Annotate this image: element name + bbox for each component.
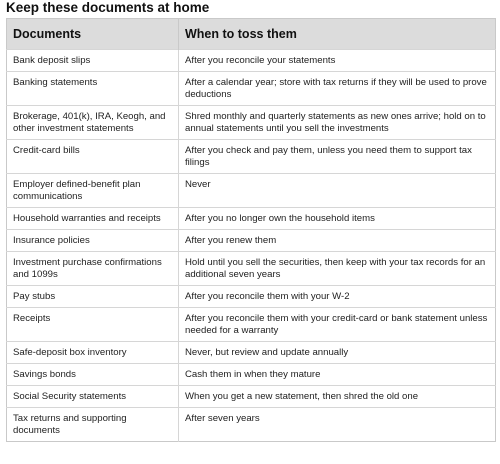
document-cell: Savings bonds [7,364,179,386]
table-header-row [7,19,496,50]
toss-cell: After you reconcile them with your W-2 [179,286,496,308]
toss-cell: After you reconcile them with your credit-card or bank statement unless needed for a warranty [179,308,496,342]
table-row [7,308,496,342]
table-row [7,408,496,442]
document-cell: Household warranties and receipts [7,208,179,230]
column-header-when-to-toss: When to toss them [179,19,496,50]
page [6,0,495,442]
table-row [7,72,496,106]
document-cell: Receipts [7,308,179,342]
table-row [7,208,496,230]
toss-cell: Never [179,174,496,208]
toss-cell: After seven years [179,408,496,442]
toss-cell: Cash them in when they mature [179,364,496,386]
toss-cell: After you renew them [179,230,496,252]
toss-cell: Hold until you sell the securities, then keep with your tax records for an additional seven years [179,252,496,286]
toss-cell: After a calendar year; store with tax returns if they will be used to prove deductions [179,72,496,106]
document-cell: Social Security statements [7,386,179,408]
toss-cell: After you reconcile your statements [179,50,496,72]
document-cell: Safe-deposit box inventory [7,342,179,364]
table-row [7,50,496,72]
table-row [7,252,496,286]
table-row [7,386,496,408]
document-cell: Employer defined-benefit plan communications [7,174,179,208]
toss-cell: After you no longer own the household items [179,208,496,230]
documents-table [6,18,496,442]
toss-cell: Shred monthly and quarterly statements as new ones arrive; hold on to annual statements until you sell the investments [179,106,496,140]
column-header-documents: Documents [7,19,179,50]
document-cell: Banking statements [7,72,179,106]
table-row [7,106,496,140]
table-row [7,342,496,364]
table-row [7,286,496,308]
table-body [7,50,496,442]
table-row [7,230,496,252]
toss-cell: Never, but review and update annually [179,342,496,364]
toss-cell: After you check and pay them, unless you need them to support tax filings [179,140,496,174]
document-cell: Insurance policies [7,230,179,252]
table-row [7,364,496,386]
page-title: Keep these documents at home [6,0,210,15]
table-row [7,140,496,174]
table-row [7,174,496,208]
document-cell: Pay stubs [7,286,179,308]
document-cell: Investment purchase confirmations and 1099s [7,252,179,286]
document-cell: Credit-card bills [7,140,179,174]
document-cell: Bank deposit slips [7,50,179,72]
toss-cell: When you get a new statement, then shred the old one [179,386,496,408]
document-cell: Brokerage, 401(k), IRA, Keogh, and other investment statements [7,106,179,140]
document-cell: Tax returns and supporting documents [7,408,179,442]
